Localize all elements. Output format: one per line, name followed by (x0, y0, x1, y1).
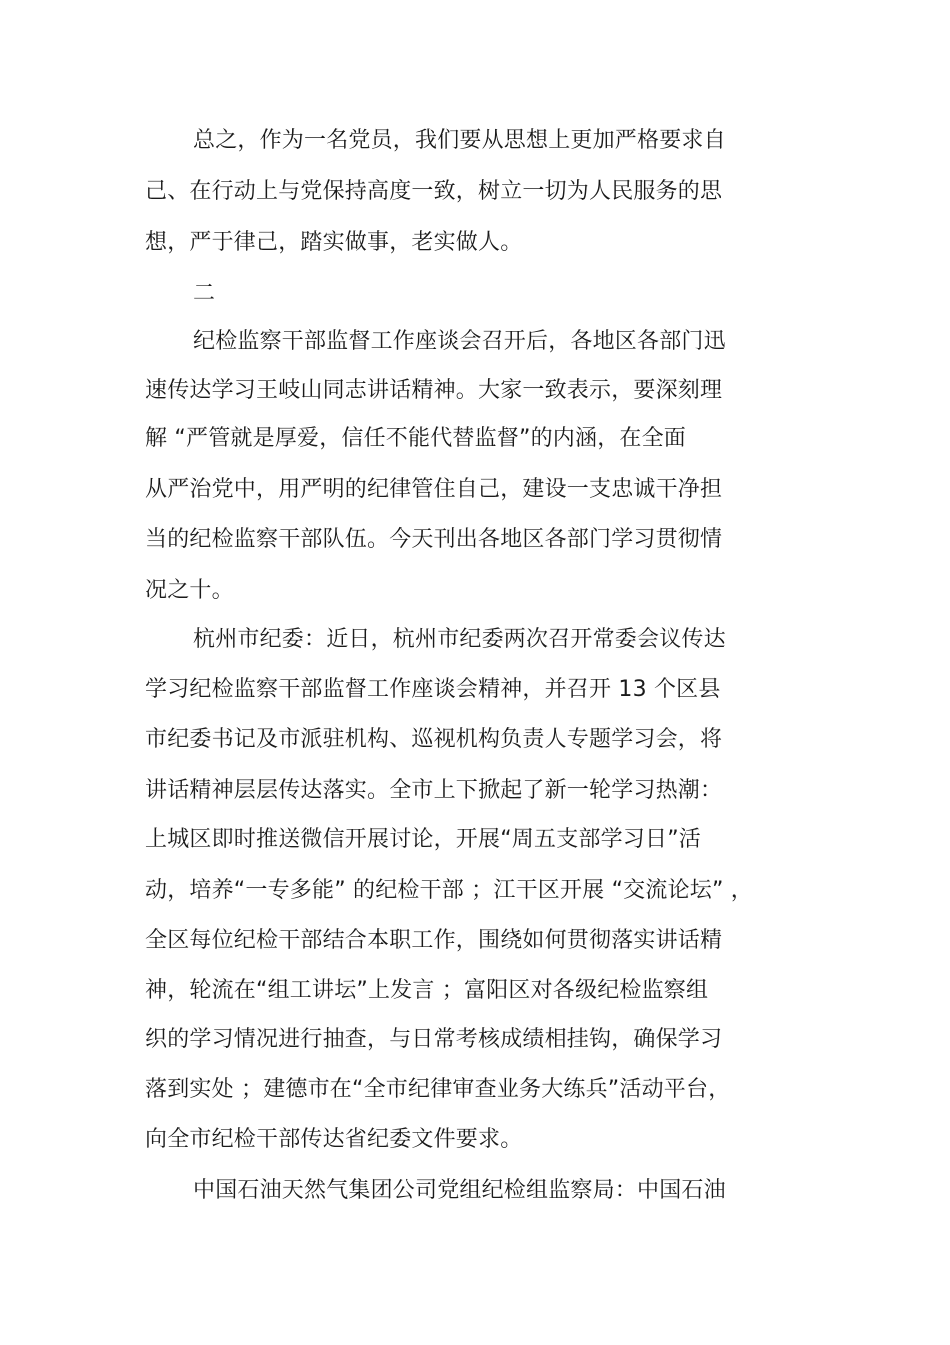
text-line: 学习纪检监察干部监督工作座谈会精神，并召开 13 个区县 (145, 677, 721, 702)
text-line: 当的纪检监察干部队伍。今天刊出各地区各部门学习贯彻情 (145, 527, 723, 552)
text-line: 讲话精神层层传达落实。全市上下掀起了新一轮学习热潮： (145, 778, 723, 803)
text-line: 市纪委书记及市派驻机构、巡视机构负责人专题学习会，将 (145, 727, 723, 752)
text-line: 杭州市纪委：近日，杭州市纪委两次召开常委会议传达 (193, 627, 726, 652)
text-line: 想，严于律己，踏实做事，老实做人。 (145, 230, 523, 255)
text-line: 上城区即时推送微信开展讨论，开展“周五支部学习日”活 (145, 827, 701, 852)
text-line: 解 “严管就是厚爱，信任不能代替监督”的内涵，在全面 (145, 426, 686, 451)
text-line: 从严治党中，用严明的纪律管住自己，建设一支忠诚干净担 (145, 477, 723, 502)
text-line: 全区每位纪检干部结合本职工作，围绕如何贯彻落实讲话精 (145, 928, 723, 953)
text-line: 己、在行动上与党保持高度一致，树立一切为人民服务的思 (145, 179, 723, 204)
text-line: 织的学习情况进行抽查，与日常考核成绩相挂钩，确保学习 (145, 1027, 723, 1052)
text-line: 神，轮流在“组工讲坛”上发言 ；富阳区对各级纪检监察组 (145, 978, 709, 1003)
text-line: 落到实处 ；建德市在“全市纪律审查业务大练兵”活动平台， (145, 1077, 731, 1102)
text-line: 动，培养“一专多能” 的纪检干部 ；江干区开展 “交流论坛” ， (145, 878, 753, 903)
text-line: 况之十。 (145, 578, 234, 603)
text-line: 向全市纪检干部传达省纪委文件要求。 (145, 1127, 523, 1152)
text-line: 中国石油天然气集团公司党组纪检组监察局：中国石油 (193, 1178, 726, 1203)
section-number: 二 (193, 281, 216, 306)
text-line: 纪检监察干部监督工作座谈会召开后，各地区各部门迅 (193, 329, 726, 354)
text-line: 速传达学习王岐山同志讲话精神。大家一致表示，要深刻理 (145, 378, 723, 403)
text-line: 总之，作为一名党员，我们要从思想上更加严格要求自 (193, 128, 726, 153)
